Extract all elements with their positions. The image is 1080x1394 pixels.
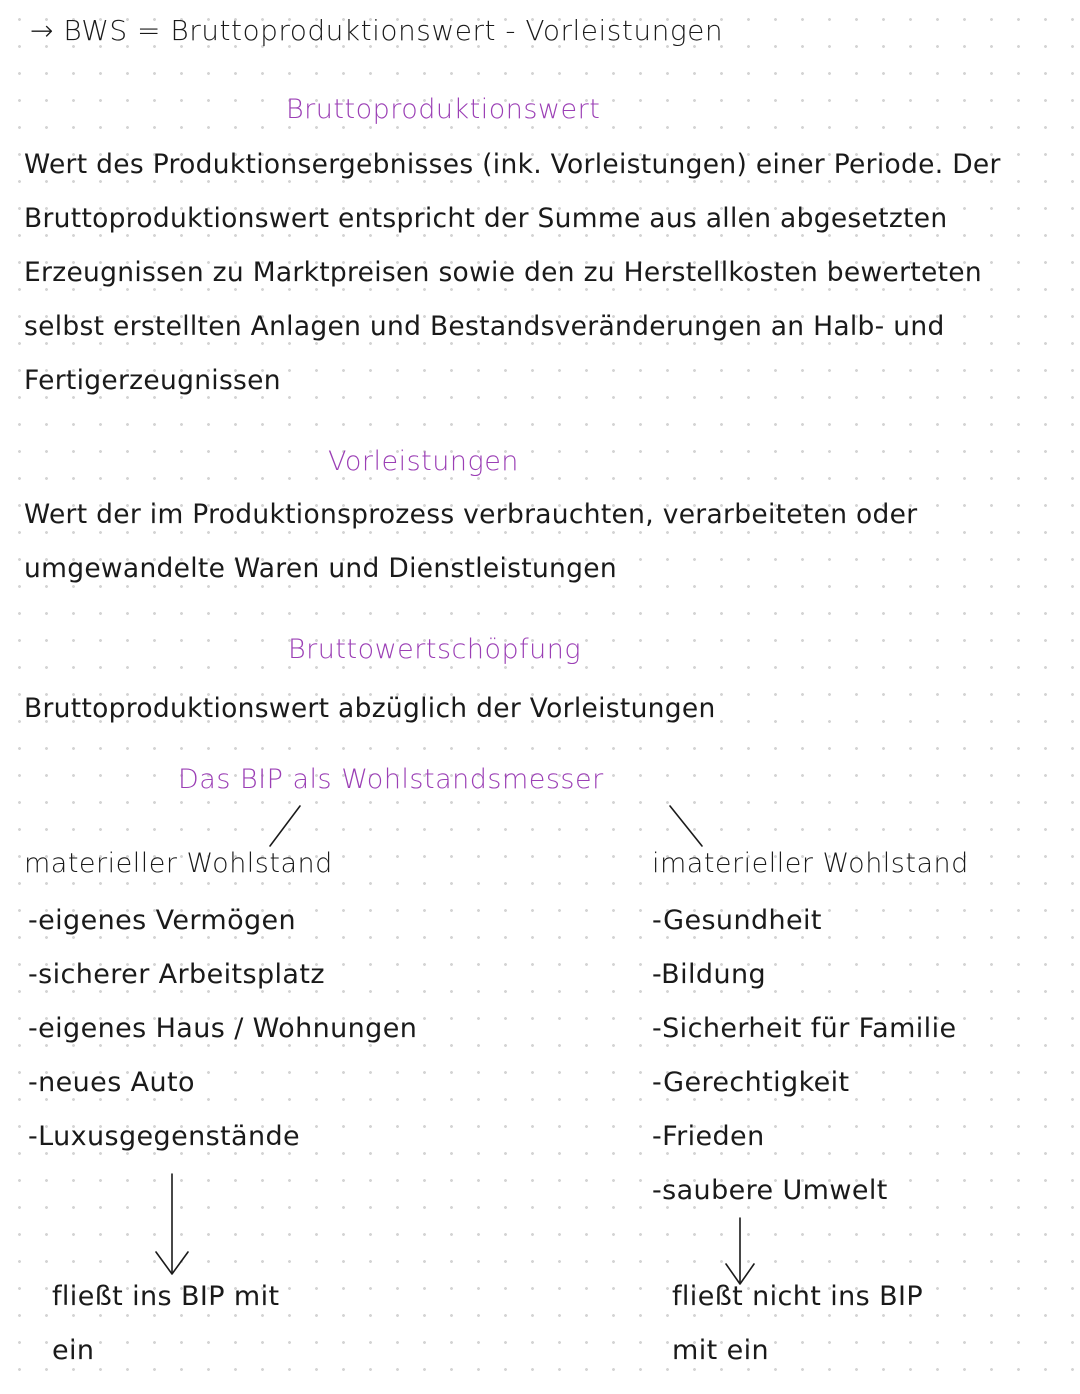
- list-item: -Sicherheit für Familie: [652, 1013, 957, 1044]
- left-column-list: [28, 894, 417, 1164]
- heading-vorleistungen: Vorleistungen: [328, 446, 519, 477]
- list-item: -neues Auto: [28, 1067, 195, 1098]
- paragraph-bruttowertschoepfung: [24, 682, 1064, 736]
- result-line: fließt ins BIP mit: [52, 1281, 280, 1312]
- result-line: ein: [52, 1335, 95, 1366]
- list-item: -Bildung: [652, 959, 767, 990]
- formula-line: → BWS = Bruttoproduktionswert - Vorleistungen: [30, 14, 724, 47]
- paragraph-line: umgewandelte Waren und Dienstleistungen: [24, 553, 617, 584]
- paragraph-line: selbst erstellten Anlagen und Bestandsveränderungen an Halb- und: [24, 311, 945, 342]
- branch-line-left: [270, 806, 300, 846]
- paragraph-line: Bruttoproduktionswert abzüglich der Vorleistungen: [24, 693, 716, 724]
- heading-bruttoproduktionswert: Bruttoproduktionswert: [286, 94, 601, 125]
- arrow-left-icon: [156, 1174, 188, 1274]
- paragraph-line: Erzeugnissen zu Marktpreisen sowie den zu Herstellkosten bewerteten: [24, 257, 982, 288]
- result-line: fließt nicht ins BIP: [672, 1281, 924, 1312]
- right-column-list: [652, 894, 957, 1218]
- list-item: -sicherer Arbeitsplatz: [28, 959, 325, 990]
- left-column-title: materieller Wohlstand: [24, 848, 333, 879]
- paragraph-line: Wert des Produktionsergebnisses (ink. Vorleistungen) einer Periode. Der: [24, 149, 1001, 180]
- list-item: -Luxusgegenstände: [28, 1121, 301, 1152]
- list-item: -eigenes Vermögen: [28, 905, 297, 936]
- heading-bruttowertschoepfung: Bruttowertschöpfung: [288, 634, 582, 665]
- list-item: -eigenes Haus / Wohnungen: [28, 1013, 418, 1044]
- paragraph-bruttoproduktionswert: [24, 138, 1064, 408]
- right-column-title: imaterieller Wohlstand: [652, 848, 969, 879]
- branch-line-right: [670, 806, 702, 846]
- list-item: -saubere Umwelt: [652, 1175, 888, 1206]
- result-line: mit ein: [672, 1335, 769, 1366]
- diagram-title: Das BIP als Wohlstandsmesser: [178, 764, 604, 795]
- paragraph-line: Fertigerzeugnissen: [24, 365, 281, 396]
- left-column-result: [52, 1270, 280, 1378]
- list-item: -Gesundheit: [652, 905, 822, 936]
- paragraph-line: Wert der im Produktionsprozess verbrauchten, verarbeiteten oder: [24, 499, 918, 530]
- right-column-result: [672, 1270, 923, 1378]
- list-item: -Frieden: [652, 1121, 765, 1152]
- paragraph-vorleistungen: [24, 488, 1064, 596]
- paragraph-line: Bruttoproduktionswert entspricht der Summe aus allen abgesetzten: [24, 203, 948, 234]
- list-item: -Gerechtigkeit: [652, 1067, 850, 1098]
